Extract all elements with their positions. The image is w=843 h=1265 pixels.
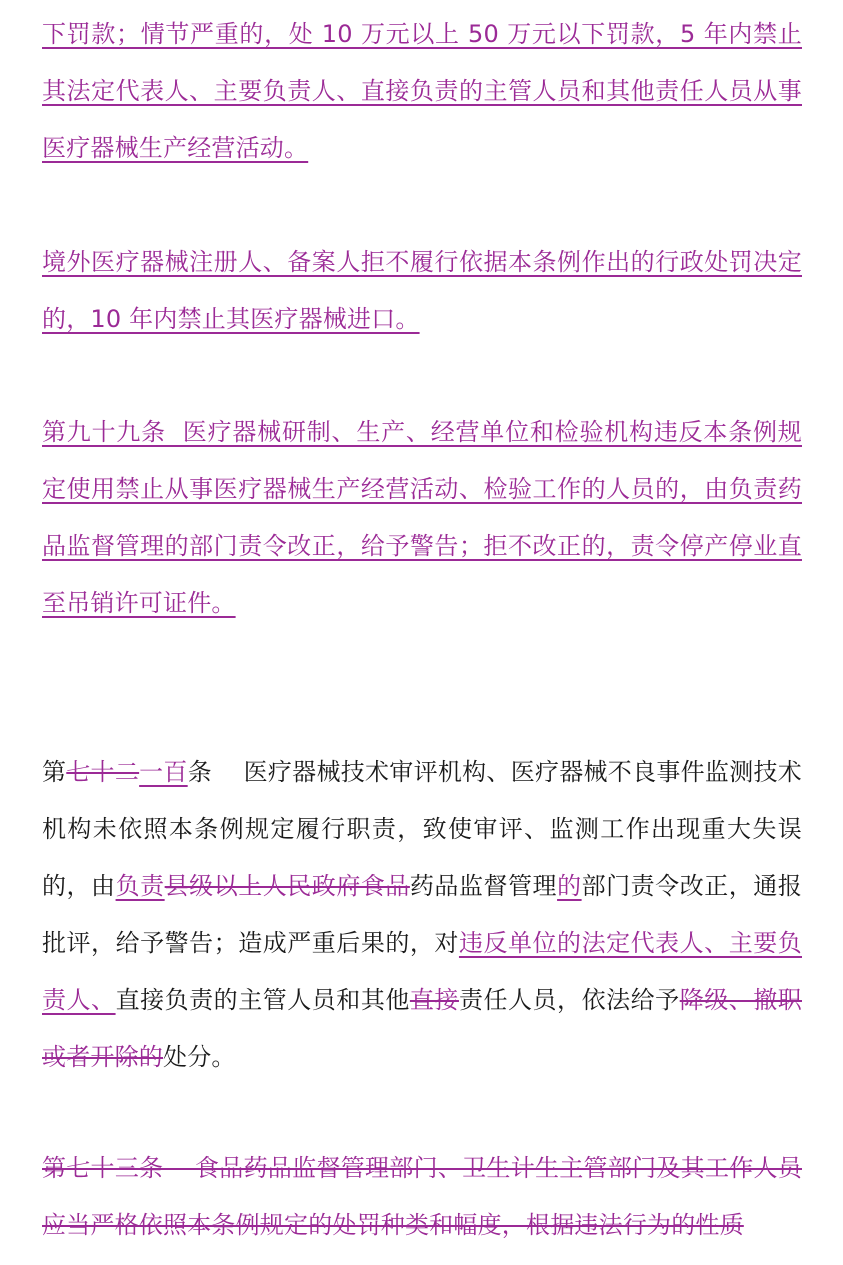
deleted-text: 县级以上人民政府食品	[164, 872, 410, 900]
inserted-text: 违反单位的法定代表人、主要负责人、	[42, 929, 802, 1014]
deleted-text: 七十二	[66, 758, 140, 786]
deleted-text: 直接	[409, 986, 459, 1014]
deleted-text: 第七十三条 食品药品监督管理部门、卫生计生主管部门及其工作人员应当严格依照本条例规定的处罚种类和幅度，根据违法行为的性质	[42, 1154, 802, 1239]
inserted-text: 负责	[115, 872, 165, 900]
paragraph-p2	[42, 234, 802, 348]
deleted-text: 降级、撤职或者开除的	[42, 986, 802, 1071]
paragraph-p3	[42, 404, 802, 632]
paragraph-p1	[42, 6, 802, 177]
body-text: 部门责令改正，通报批评，给予警告；造成严重后果的，对	[42, 872, 802, 957]
inserted-text: 第九十九条 医疗器械研制、生产、经营单位和检验机构违反本条例规定使用禁止从事医疗器械生产经营活动、检验工作的人员的，由负责药品监督管理的部门责令改正，给予警告；拒不改正的，责令停产停业直至吊销许可证件。	[42, 418, 802, 617]
body-text: 责任人员，依法给予	[458, 986, 680, 1014]
inserted-text: 境外医疗器械注册人、备案人拒不履行依据本条例作出的行政处罚决定的，10 年内禁止其医疗器械进口。	[42, 248, 802, 333]
body-text: 第	[42, 758, 67, 786]
inserted-text: 下罚款；情节严重的，处 10 万元以上 50 万元以下罚款，5 年内禁止其法定代表人、主要负责人、直接负责的主管人员和其他责任人员从事医疗器械生产经营活动。	[42, 20, 802, 162]
inserted-text: 一百	[139, 758, 188, 786]
paragraph-p4	[42, 744, 802, 1086]
inserted-text: 的	[557, 872, 582, 900]
body-text: 处分。	[163, 1043, 236, 1071]
body-text: 药品监督管理	[409, 872, 558, 900]
body-text: 直接负责的主管人员和其他	[115, 986, 410, 1014]
body-text: 条 医疗器械技术审评机构、医疗器械不良事件监测技术机构未依照本条例规定履行职责，致使审评、监测工作出现重大失误的，由	[42, 758, 802, 900]
paragraph-p5	[42, 1140, 802, 1254]
